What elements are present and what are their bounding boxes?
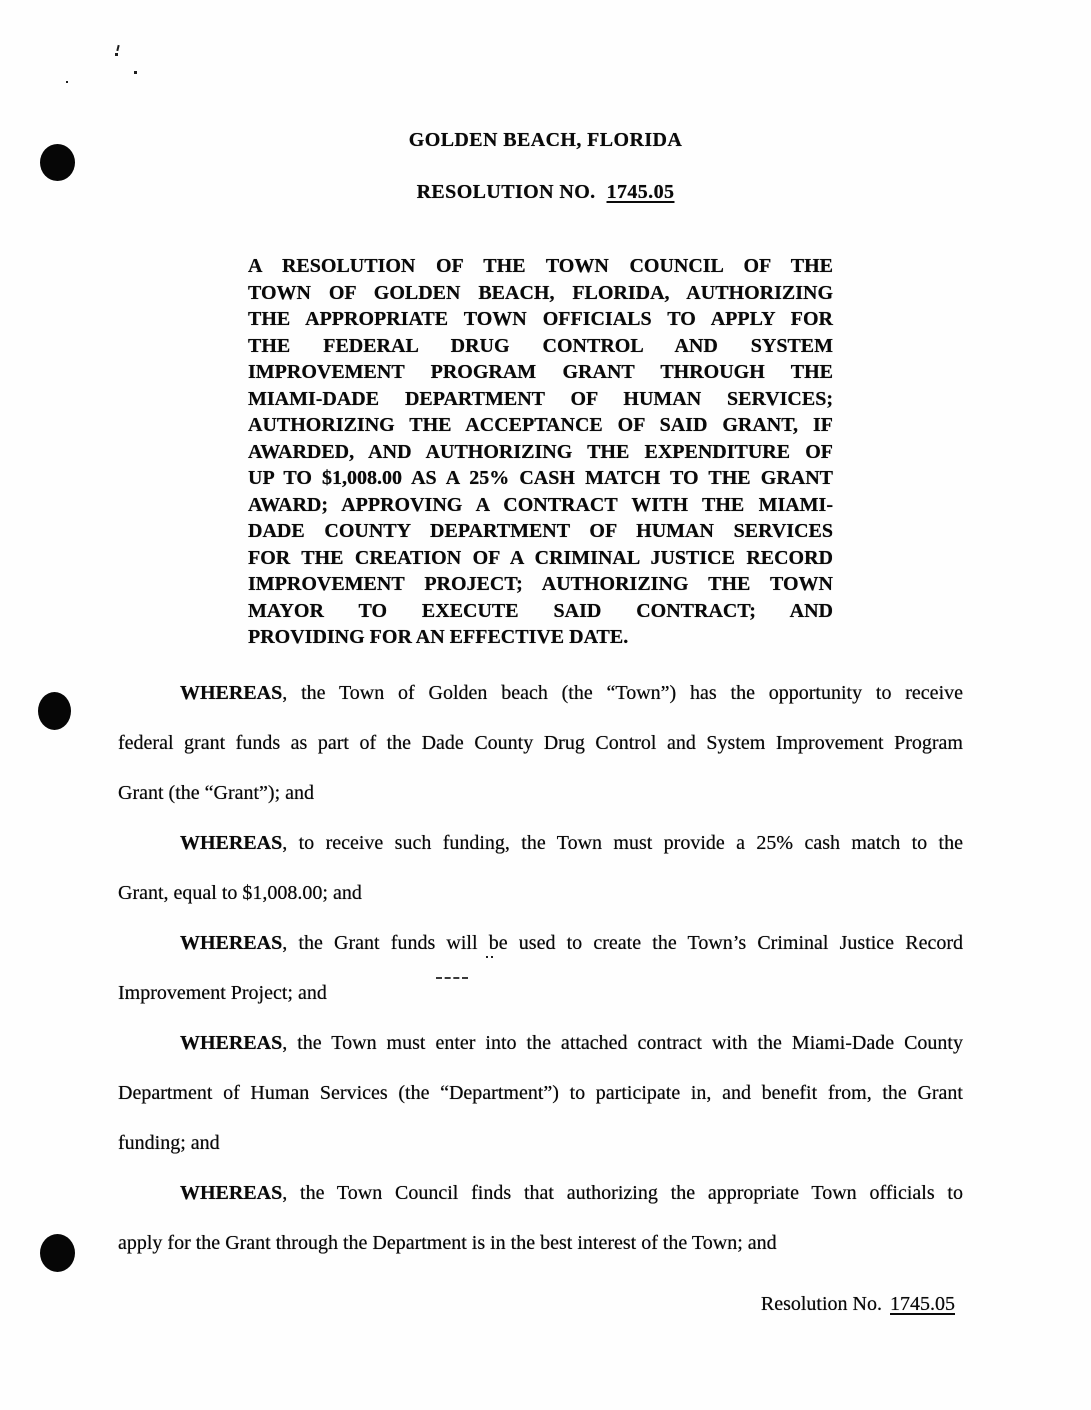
body-text: , the Town Council finds that authorizing the appropriate Town officials to bbox=[282, 1182, 963, 1204]
caption-line: TOWN OF GOLDEN BEACH, FLORIDA, AUTHORIZING bbox=[248, 281, 833, 304]
caption-line: AWARDED, AND AUTHORIZING THE EXPENDITURE OF bbox=[248, 440, 833, 463]
caption-line: AWARD; APPROVING A CONTRACT WITH THE MIAMI- bbox=[248, 493, 833, 516]
page-footer-resolution-number bbox=[761, 1293, 955, 1316]
body-line bbox=[118, 818, 963, 868]
footer-label: Resolution No. bbox=[760, 1293, 882, 1315]
body-text: Grant, equal to $1,008.00; and bbox=[118, 882, 362, 904]
footer-resolution-number: 1745.05 bbox=[890, 1293, 955, 1315]
body-text: federal grant funds as part of the Dade County Drug Control and System Improvement Program bbox=[118, 732, 963, 754]
caption-line: FOR THE CREATION OF A CRIMINAL JUSTICE RECORD bbox=[248, 546, 833, 569]
whereas-keyword: WHEREAS bbox=[180, 1182, 283, 1204]
caption-line: MAYOR TO EXECUTE SAID CONTRACT; AND bbox=[248, 599, 833, 622]
caption-line: DADE COUNTY DEPARTMENT OF HUMAN SERVICES bbox=[248, 520, 833, 542]
body-line bbox=[118, 668, 963, 718]
body-line bbox=[118, 1018, 963, 1068]
caption-line: IMPROVEMENT PROGRAM GRANT THROUGH THE bbox=[248, 361, 833, 383]
caption-line: THE APPROPRIATE TOWN OFFICIALS TO APPLY FOR bbox=[248, 308, 833, 330]
whereas-clauses bbox=[118, 668, 963, 1268]
scan-speck bbox=[116, 45, 119, 51]
body-line bbox=[118, 1068, 963, 1118]
body-line bbox=[118, 1218, 963, 1268]
whereas-keyword: WHEREAS bbox=[180, 932, 283, 954]
caption-line: AUTHORIZING THE ACCEPTANCE OF SAID GRANT, IF bbox=[248, 414, 833, 436]
body-line bbox=[118, 1118, 963, 1168]
caption-line: PROVIDING FOR AN EFFECTIVE DATE. bbox=[248, 626, 629, 648]
body-line bbox=[118, 718, 963, 768]
body-text: , the Grant funds will be used to create the Town’s Criminal Justice Record bbox=[282, 932, 963, 954]
resolution-number: 1745.05 bbox=[606, 181, 675, 203]
body-text: , the Town of Golden beach (the “Town”) has the opportunity to receive bbox=[282, 682, 963, 704]
resolution-caption-block bbox=[248, 253, 833, 651]
whereas-keyword: WHEREAS bbox=[180, 1032, 283, 1054]
scan-speck bbox=[134, 71, 137, 74]
whereas-keyword: WHEREAS bbox=[180, 832, 283, 854]
body-line bbox=[118, 968, 963, 1018]
body-line bbox=[118, 918, 963, 968]
hole-punch-mark bbox=[40, 1234, 75, 1272]
caption-line: A RESOLUTION OF THE TOWN COUNCIL OF THE bbox=[248, 255, 833, 277]
body-text: , the Town must enter into the attached contract with the Miami-Dade County bbox=[282, 1032, 963, 1054]
body-text: funding; and bbox=[118, 1132, 220, 1154]
caption-line: UP TO $1,008.00 AS A 25% CASH MATCH TO THE GRANT bbox=[248, 467, 833, 489]
body-text: Improvement Project; and bbox=[118, 982, 327, 1004]
body-line bbox=[118, 768, 963, 818]
scan-speck bbox=[66, 81, 68, 83]
body-text: Department of Human Services (the “Department”) to participate in, and benefit from, the Grant bbox=[118, 1082, 963, 1104]
body-text: apply for the Grant through the Department is in the best interest of the Town; and bbox=[118, 1232, 777, 1254]
caption-line: MIAMI-DADE DEPARTMENT OF HUMAN SERVICES; bbox=[248, 387, 833, 410]
caption-line: IMPROVEMENT PROJECT; AUTHORIZING THE TOWN bbox=[248, 573, 833, 595]
whereas-keyword: WHEREAS bbox=[180, 682, 283, 704]
body-line bbox=[118, 1168, 963, 1218]
resolution-label: RESOLUTION NO. bbox=[416, 181, 596, 203]
body-text: Grant (the “Grant”); and bbox=[118, 782, 315, 804]
hole-punch-mark bbox=[38, 692, 71, 730]
resolution-number-heading bbox=[0, 181, 1091, 204]
scan-speck bbox=[115, 53, 118, 56]
body-line bbox=[118, 868, 963, 918]
document-city-line: GOLDEN BEACH, FLORIDA bbox=[408, 129, 683, 151]
body-text: , to receive such funding, the Town must provide a 25% cash match to the bbox=[282, 832, 963, 854]
caption-line: THE FEDERAL DRUG CONTROL AND SYSTEM bbox=[248, 334, 833, 357]
